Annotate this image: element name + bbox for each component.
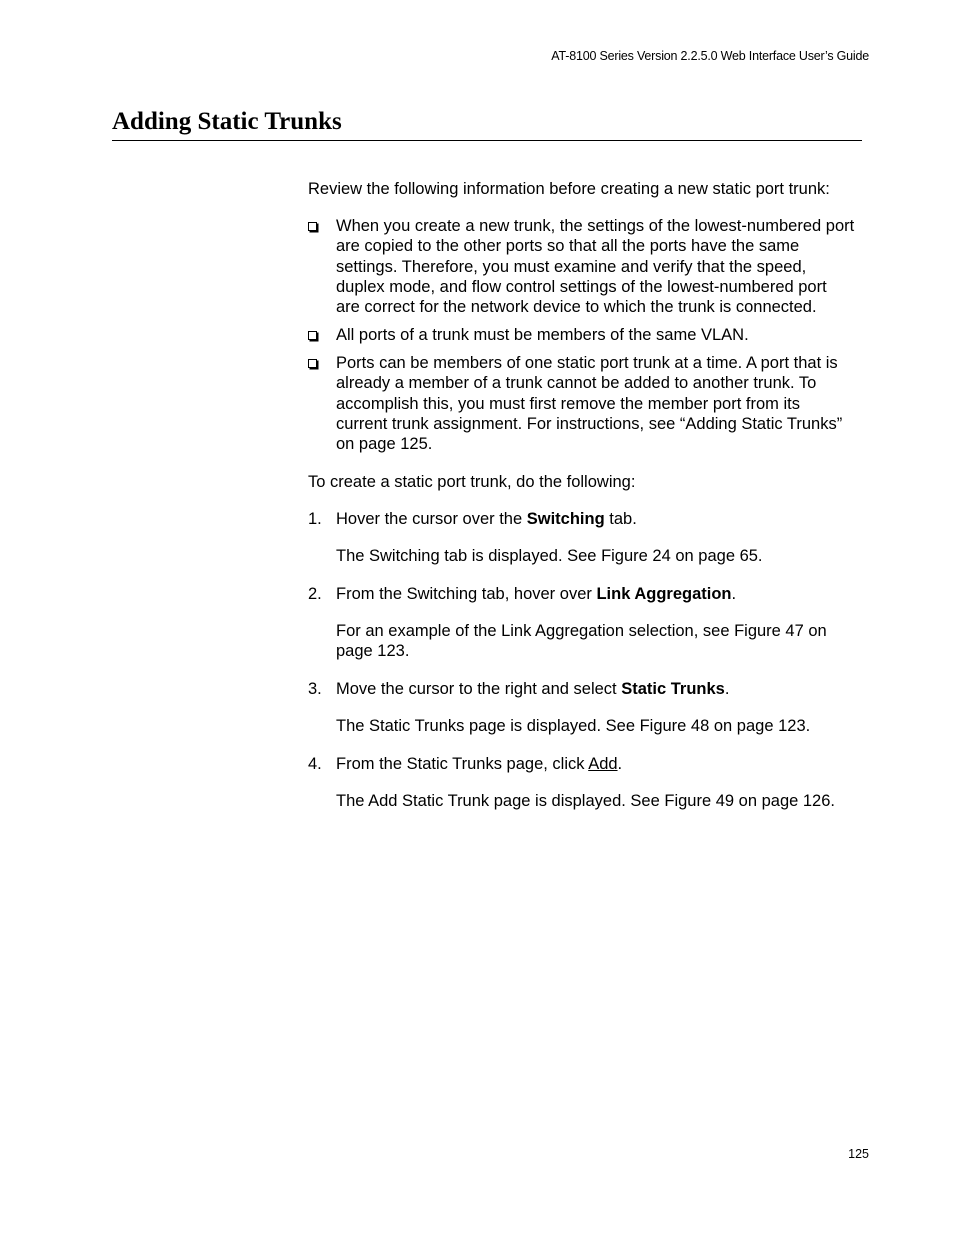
step-text-part: Hover the cursor over the bbox=[336, 510, 527, 528]
procedure-intro: To create a static port trunk, do the following: bbox=[308, 473, 636, 491]
step-text bbox=[336, 754, 871, 774]
bullet-text bbox=[336, 216, 876, 317]
bullet-text bbox=[336, 325, 876, 345]
step-text-part: Move the cursor to the right and select bbox=[336, 680, 622, 698]
step-result-line: For an example of the Link Aggregation selection, see Figure 47 on bbox=[336, 622, 827, 640]
bullet-line: current trunk assignment. For instructions, see “Adding Static Trunks” bbox=[336, 414, 843, 433]
bullet-line: Ports can be members of one static port trunk at a time. A port that is bbox=[336, 354, 838, 372]
bullet-line: on page 125. bbox=[336, 435, 433, 454]
step-ui-term: Link Aggregation bbox=[596, 585, 732, 603]
intro-paragraph: Review the following information before creating a new static port trunk: bbox=[308, 180, 830, 198]
step-result-line: The Static Trunks page is displayed. See Figure 48 on page 123. bbox=[336, 717, 811, 735]
step-text bbox=[336, 584, 871, 604]
step-result bbox=[336, 621, 871, 662]
step-number: 3. bbox=[308, 680, 322, 698]
running-header: AT-8100 Series Version 2.2.5.0 Web Interface User’s Guide bbox=[551, 49, 869, 63]
bullet-line: accomplish this, you must first remove the member port from its bbox=[336, 394, 800, 413]
step-ui-term: Switching bbox=[526, 510, 605, 528]
step-result bbox=[336, 546, 871, 566]
checkbox-bullet-icon bbox=[308, 331, 317, 340]
step-number: 2. bbox=[308, 585, 322, 603]
bullet-line: already a member of a trunk cannot be added to another trunk. To bbox=[336, 374, 817, 393]
step-result bbox=[336, 791, 871, 811]
step-ui-term: Static Trunks bbox=[621, 680, 725, 698]
step-text bbox=[336, 679, 871, 699]
step-text-part: From the Static Trunks page, click bbox=[336, 755, 589, 773]
bullet-line: When you create a new trunk, the settings of the lowest-numbered port bbox=[336, 217, 855, 235]
bullet-line: are correct for the network device to which the trunk is connected. bbox=[336, 298, 817, 317]
step-result-line: The Switching tab is displayed. See Figure 24 on page 65. bbox=[336, 547, 763, 565]
step-text-part: tab. bbox=[604, 510, 637, 528]
add-link[interactable]: Add bbox=[588, 755, 618, 773]
step-number: 1. bbox=[308, 510, 322, 528]
step-number: 4. bbox=[308, 755, 322, 773]
section-title: Adding Static Trunks bbox=[112, 108, 342, 135]
checkbox-bullet-icon bbox=[308, 222, 317, 231]
bullet-line: settings. Therefore, you must examine and verify that the speed, bbox=[336, 257, 807, 276]
step-result-line: page 123. bbox=[336, 642, 410, 661]
step-text bbox=[336, 509, 871, 529]
bullet-text bbox=[336, 353, 876, 454]
step-text-part: . bbox=[617, 755, 623, 773]
title-rule bbox=[112, 140, 862, 141]
step-result-line: The Add Static Trunk page is displayed. See Figure 49 on page 126. bbox=[336, 792, 835, 810]
checkbox-bullet-icon bbox=[308, 359, 317, 368]
bullet-line: are copied to the other ports so that all the ports have the same bbox=[336, 237, 800, 256]
bullet-line: duplex mode, and flow control settings of the lowest-numbered port bbox=[336, 277, 827, 296]
step-text-part: . bbox=[724, 680, 730, 698]
page-number: 125 bbox=[848, 1147, 869, 1161]
bullet-line: All ports of a trunk must be members of the same VLAN. bbox=[336, 326, 749, 344]
step-text-part: . bbox=[731, 585, 737, 603]
step-text-part: From the Switching tab, hover over bbox=[336, 585, 597, 603]
step-result bbox=[336, 716, 871, 736]
